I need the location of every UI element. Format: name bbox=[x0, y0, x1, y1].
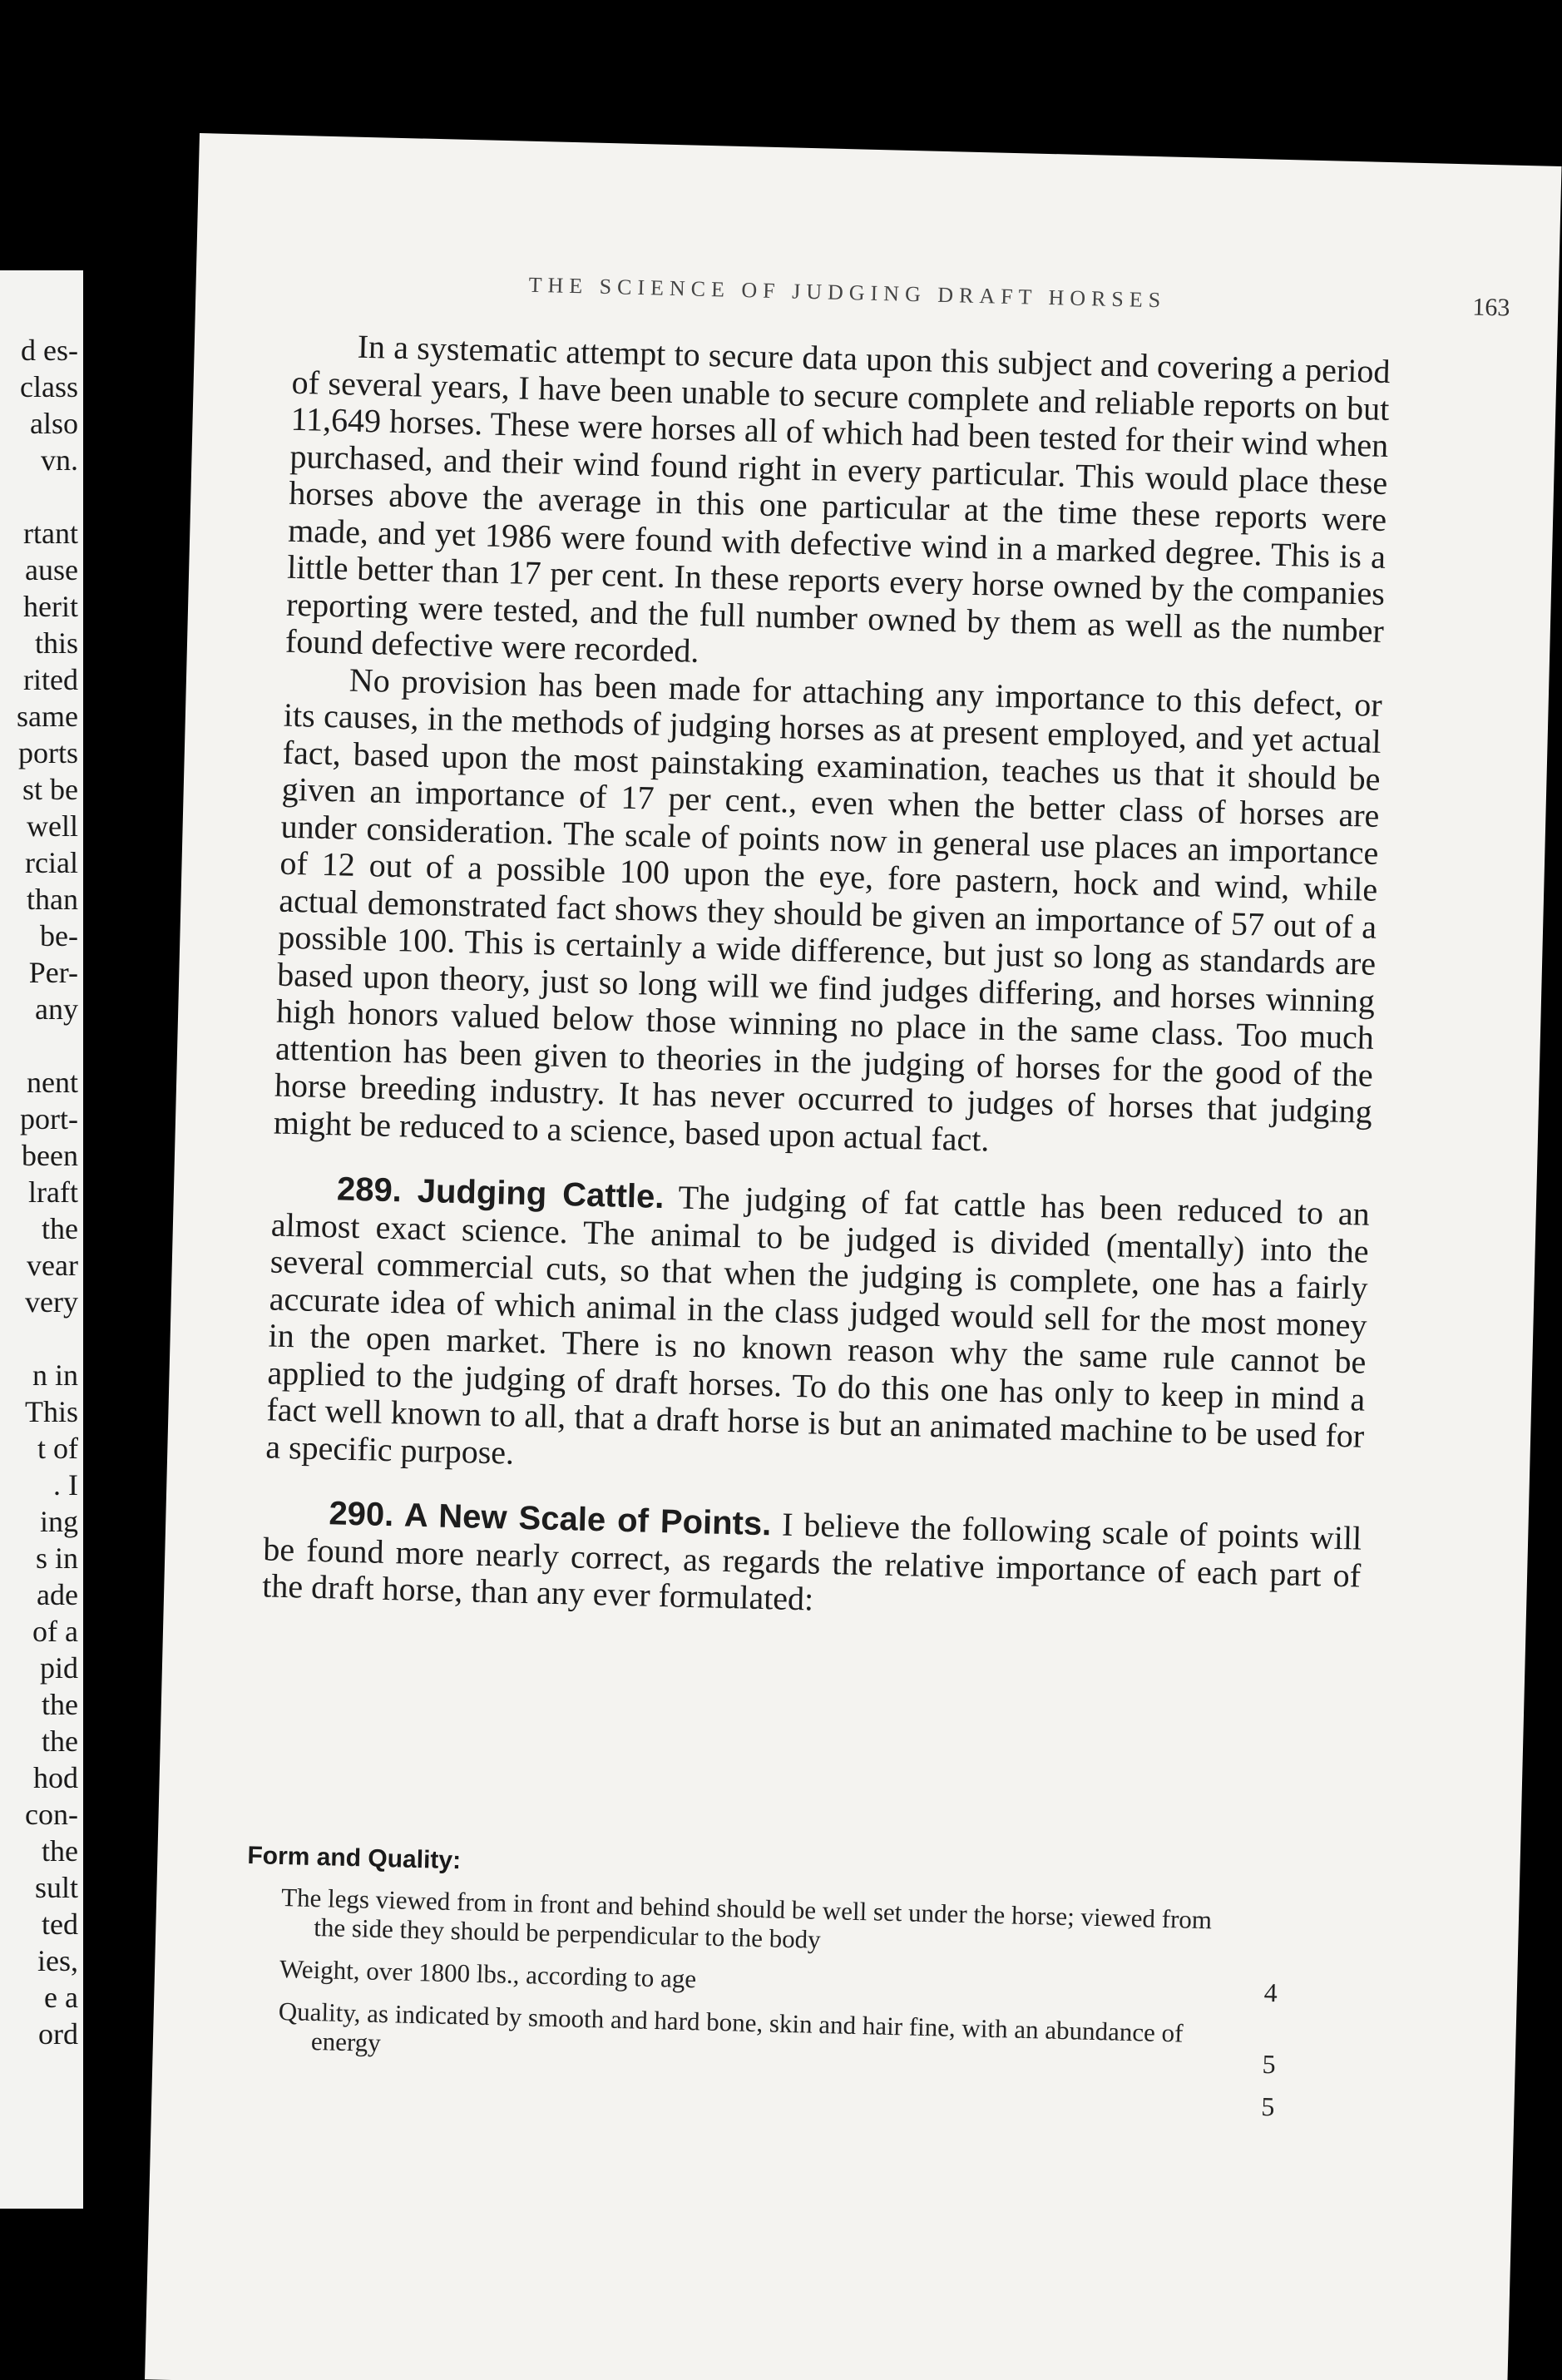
left-page-line: the bbox=[42, 1212, 78, 1245]
previous-page-edge bbox=[0, 270, 83, 2209]
left-page-line: vear bbox=[27, 1249, 78, 1282]
left-page-line: e a bbox=[44, 1981, 78, 2014]
left-page-line: s in bbox=[35, 1541, 78, 1575]
scale-item-points: 5 bbox=[1262, 2048, 1277, 2080]
left-page-line: the bbox=[42, 1834, 78, 1868]
scale-of-points bbox=[276, 1883, 1279, 2135]
left-page-line: pid bbox=[39, 1651, 78, 1685]
left-page-line: also bbox=[30, 407, 78, 440]
scale-item-points bbox=[1228, 1964, 1278, 1965]
left-page-line: be- bbox=[40, 919, 78, 952]
left-page-line: any bbox=[35, 992, 78, 1026]
left-page-line: rited bbox=[23, 663, 78, 696]
left-page-line: st be bbox=[22, 773, 78, 806]
left-page-line: the bbox=[42, 1688, 78, 1721]
scale-row bbox=[278, 1997, 1277, 2079]
left-page-line: same bbox=[17, 700, 78, 733]
left-page-line: well bbox=[27, 809, 78, 843]
section-heading: 290. A New Scale of Points. bbox=[328, 1495, 772, 1543]
left-page-line: rtant bbox=[23, 517, 78, 550]
left-page-line: class bbox=[20, 370, 78, 403]
section-heading: 289. Judging Cattle. bbox=[336, 1170, 665, 1216]
left-page-line: ports bbox=[18, 736, 78, 769]
running-title: THE SCIENCE OF JUDGING DRAFT HORSES bbox=[528, 272, 1167, 313]
left-page-line: than bbox=[27, 883, 78, 916]
scale-row bbox=[280, 1883, 1279, 1965]
page-number: 163 bbox=[1471, 293, 1510, 322]
left-page-line: ord bbox=[38, 2017, 78, 2051]
section-text: The judging of fat cattle has been reduced to an almost exact science. The animal to be judged is divided (mentally) into the several commercial cuts, so that when the judging is complete, one has a fairly accurate idea of which animal in the class judged would sell for the most money in the open market. There is no known reason why the same rule cannot be applied to the judging of draft horses. To do this one has only to keep in mind a fact well known to all, that a draft horse is but an animated machine to be used for a specific purpose. bbox=[264, 1178, 1371, 1472]
left-page-line: herit bbox=[23, 590, 78, 623]
left-page-line: con- bbox=[25, 1798, 78, 1831]
scale-row bbox=[276, 2068, 1274, 2121]
left-page-line: this bbox=[34, 626, 78, 660]
scale-item-text: Weight, over 1800 lbs., according to age bbox=[279, 1954, 697, 1994]
scale-item-text: Quality, as indicated by smooth and hard bone, skin and hair fine, with an abundance of energy bbox=[278, 1996, 1184, 2058]
left-page-line: ause bbox=[25, 553, 78, 586]
left-page-line: ted bbox=[42, 1907, 78, 1941]
scale-item-points: 5 bbox=[1260, 2091, 1275, 2122]
left-page-line: port- bbox=[20, 1102, 78, 1136]
book-page bbox=[145, 133, 1562, 2380]
section-289 bbox=[265, 1170, 1370, 1492]
left-page-line: of a bbox=[32, 1615, 78, 1648]
paragraph: No provision has been made for attaching any importance to this defect, or its causes, in the methods of judging horses as at present employed, and yet actual fact, based upon the most painstaking examination, teaches us that it should be given an importance of 17 per cent., even when the better class of horses are under consideration. The scale of points now in general use places an importance of 12 out of a possible 100 upon the eye, fore pastern, hock and wind, while actual demonstrated fact shows they should be given an importance of 57 out of a possible 100. This is certainly a wide difference, but just so long as standards are based upon theory, just so long will we find judges differing, and horses winning high honors valued below those winning no place in the same class. Too much attention has been given to theories in the judging of horses for the good of the horse breeding industry. It has never occurred to judges of horses that judging might be reduced to a science, based upon actual fact. bbox=[273, 661, 1383, 1159]
left-page-line: ade bbox=[37, 1578, 78, 1611]
left-page-line: vn. bbox=[41, 443, 78, 477]
left-page-line: the bbox=[42, 1724, 78, 1758]
left-page-line: This bbox=[24, 1395, 78, 1428]
left-page-line: Per- bbox=[28, 956, 78, 989]
section-text: I believe the following scale of points will be found more nearly correct, as regards the relative importance of each part of the draft horse, than any ever formulated: bbox=[261, 1505, 1362, 1618]
left-page-line: very bbox=[25, 1285, 78, 1319]
left-page-line: ing bbox=[39, 1505, 78, 1538]
left-page-line: d es- bbox=[21, 334, 78, 367]
page-body bbox=[262, 327, 1391, 1631]
page-header bbox=[528, 270, 1510, 323]
left-page-line: rcial bbox=[25, 846, 78, 879]
left-page-line: n in bbox=[32, 1358, 78, 1392]
section-290 bbox=[262, 1493, 1362, 1631]
left-page-line: been bbox=[22, 1139, 78, 1172]
left-page-line: lraft bbox=[28, 1175, 78, 1209]
scale-item-points: 4 bbox=[1263, 1977, 1278, 2008]
left-page-line: sult bbox=[34, 1871, 78, 1904]
scale-item-text: The legs viewed from in front and behind should be well set under the horse; viewed from the side they should be perpendicular to the body bbox=[280, 1883, 1213, 1954]
scale-subheading: Form and Quality: bbox=[247, 1842, 462, 1875]
left-page-line: t of bbox=[37, 1432, 78, 1465]
paragraph: In a systematic attempt to secure data upon this subject and covering a period of several years, I have been unable to secure complete and reliable reports on but 11,649 horses. These were horses all of which had been tested for their wind when purchased, and their wind found right in every particular. This would place these horses above the average in this one particular at the time these reports were made, and yet 1986 were found with defective wind in a marked degree. This is a little better than 17 per cent. In these reports every horse owned by the companies reporting were tested, and the full number owned by them as well as the number found defective were recorded. bbox=[284, 327, 1391, 670]
left-page-line: hod bbox=[33, 1761, 78, 1794]
scale-item-text bbox=[276, 2097, 1224, 2120]
left-page-line: nent bbox=[27, 1066, 78, 1099]
left-page-line: ies, bbox=[37, 1944, 78, 1977]
left-page-line: . I bbox=[53, 1468, 78, 1502]
